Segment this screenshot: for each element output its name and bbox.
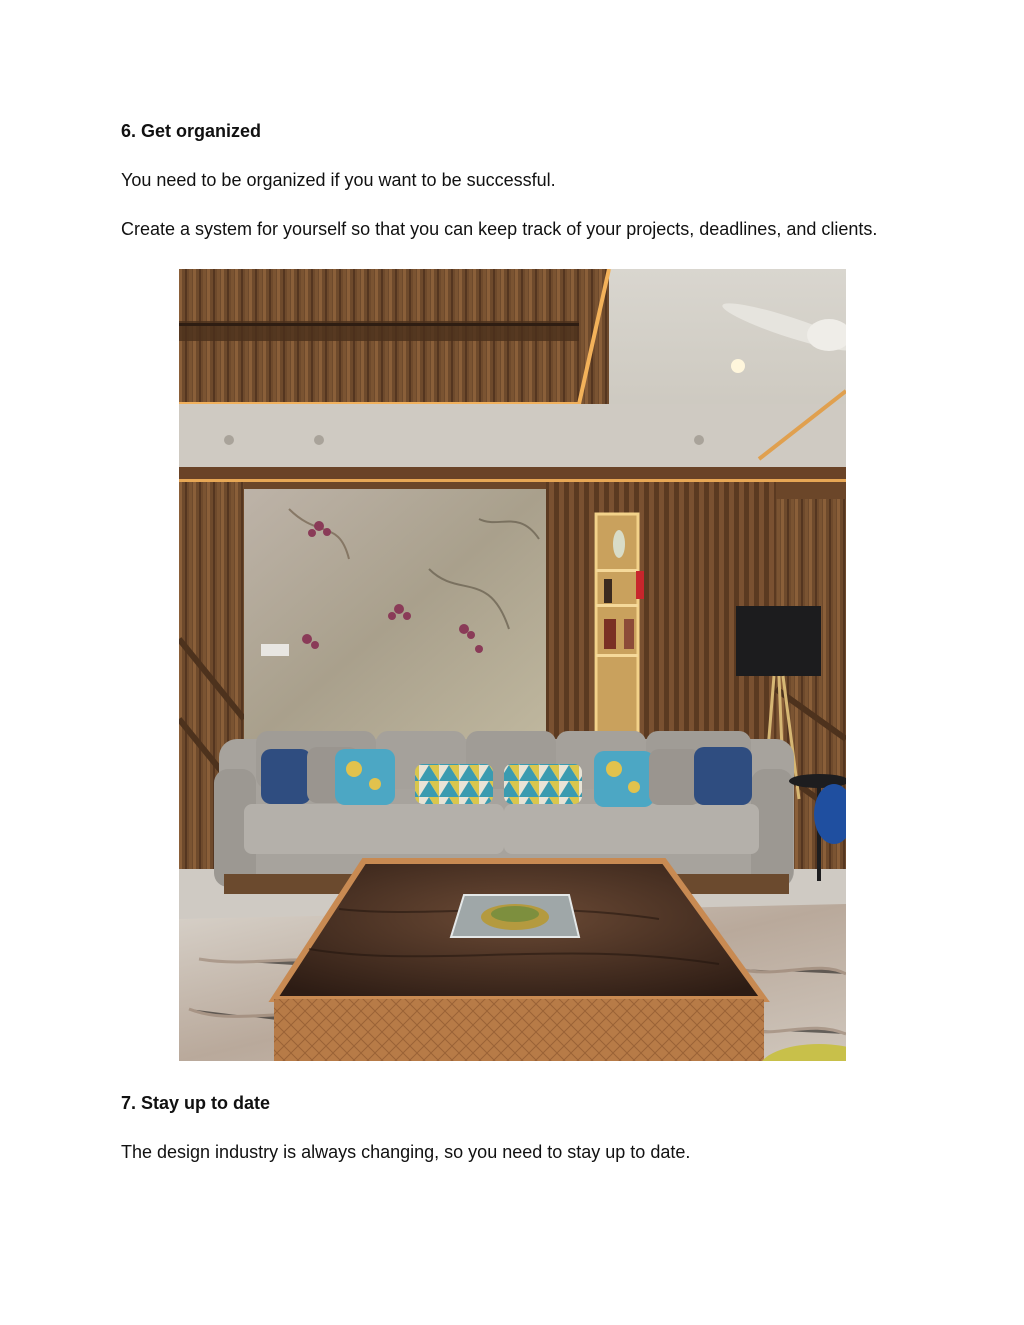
paragraph-organized-system: Create a system for yourself so that you can keep track of your projects, deadlines, and clients. [121,219,878,239]
paragraph-organized-intro: You need to be organized if you want to be successful. [121,170,556,190]
section-heading-get-organized: 6. Get organized [121,121,262,141]
living-room-photo [179,269,846,1061]
section-heading-stay-up-to-date: 7. Stay up to date [121,1093,271,1113]
paragraph-stay-up-to-date: The design industry is always changing, so you need to stay up to date. [121,1142,691,1162]
